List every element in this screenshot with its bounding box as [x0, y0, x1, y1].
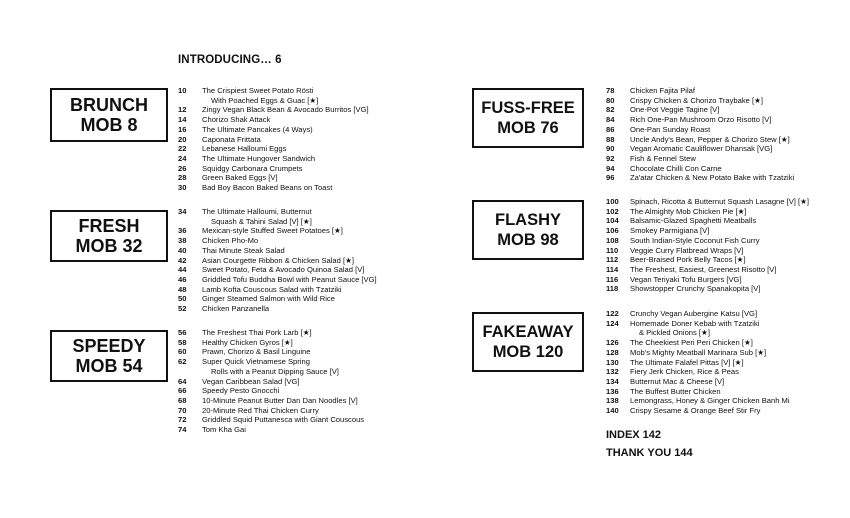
entry-page-number: 48: [178, 284, 187, 294]
entry-page-number: 140: [606, 406, 619, 416]
toc-entry: [178, 367, 364, 377]
section-list-speedy: [178, 328, 364, 435]
entry-title: The Almighty Mob Chicken Pie [★]: [630, 206, 747, 216]
entry-title: The Ultimate Falafel Pittas [V] [★]: [630, 357, 744, 367]
toc-entry: [178, 86, 369, 96]
toc-entry: [606, 358, 790, 368]
toc-entry: [178, 275, 377, 285]
entry-page-number: 46: [178, 274, 187, 284]
entry-page-number: 20: [178, 134, 187, 144]
entry-page-number: 114: [606, 264, 619, 274]
entry-page-number: 36: [178, 226, 187, 236]
intro-heading: INTRODUCING… 6: [178, 54, 282, 66]
entry-page-number: 130: [606, 357, 619, 367]
entry-title: Uncle Andy's Bean, Pepper & Chorizo Stew [★]: [630, 134, 790, 144]
entry-title: Healthy Chicken Gyros [★]: [202, 337, 293, 347]
entry-page-number: 44: [178, 265, 187, 275]
toc-entry: [606, 348, 790, 358]
entry-page-number: 122: [606, 309, 619, 318]
entry-page-number: 112: [606, 255, 619, 265]
entry-page-number: 102: [606, 206, 619, 216]
entry-page-number: 24: [178, 153, 187, 163]
entry-title: One-Pan Sunday Roast: [630, 124, 711, 134]
toc-entry: [178, 173, 369, 183]
toc-entry: [606, 309, 790, 319]
section-title: SPEEDY: [72, 336, 146, 356]
entry-title: The Ultimate Hungover Sandwich: [202, 153, 316, 163]
section-list-fresh: [178, 207, 377, 314]
toc-entry: [606, 135, 794, 145]
toc-entry: [178, 96, 369, 106]
toc-entry: [606, 216, 809, 226]
entry-page-number: 66: [178, 386, 187, 396]
toc-entry: [178, 115, 369, 125]
section-page: MOB 32: [75, 236, 143, 256]
entry-title: The Cheekiest Peri Peri Chicken [★]: [630, 338, 753, 348]
toc-entry: [178, 125, 369, 135]
entry-page-number: 72: [178, 415, 187, 425]
entry-page-number: 138: [606, 396, 619, 406]
entry-title: Lebanese Halloumi Eggs: [202, 144, 287, 154]
entry-title: Mexican-style Stuffed Sweet Potatoes [★]: [202, 226, 343, 236]
toc-entry: [606, 246, 809, 256]
toc-entry: [178, 415, 364, 425]
toc-entry: [178, 246, 377, 256]
toc-entry: [606, 86, 794, 96]
entry-page-number: 78: [606, 86, 615, 95]
section-list-flashy: [606, 197, 809, 294]
entry-page-number: 50: [178, 294, 187, 304]
entry-title: Bad Boy Bacon Baked Beans on Toast: [202, 183, 333, 193]
entry-page-number: 38: [178, 236, 187, 246]
entry-title: Lemongrass, Honey & Ginger Chicken Banh Mi: [630, 396, 790, 406]
toc-entry: [178, 377, 364, 387]
toc-entry: [178, 154, 369, 164]
toc-entry: [606, 144, 794, 154]
entry-page-number: 58: [178, 337, 187, 347]
entry-page-number: 62: [178, 357, 187, 367]
section-page: MOB 98: [497, 231, 559, 249]
toc-entry: [178, 328, 364, 338]
entry-page-number: 104: [606, 216, 619, 226]
section-page: MOB 120: [492, 343, 564, 361]
entry-title: Fish & Fennel Stew: [630, 153, 696, 163]
entry-page-number: 28: [178, 173, 187, 183]
section-list-fussfree: [606, 86, 794, 183]
entry-page-number: 30: [178, 183, 187, 193]
toc-entry: [606, 154, 794, 164]
toc-entry: [606, 96, 794, 106]
entry-title: Griddled Tofu Buddha Bowl with Peanut Sauce [VG]: [202, 274, 377, 284]
entry-title: Asian Courgette Ribbon & Chicken Salad [★]: [202, 255, 355, 265]
entry-title: Smokey Parmigiana [V]: [630, 226, 710, 236]
section-box-fussfree: [472, 88, 584, 148]
entry-page-number: 132: [606, 367, 619, 377]
toc-entry: [606, 236, 809, 246]
entry-title: Crispy Chicken & Chorizo Traybake [★]: [630, 95, 763, 105]
toc-entry: [178, 236, 377, 246]
toc-entry: [178, 207, 377, 217]
toc-entry: [606, 207, 809, 217]
index-link: INDEX 142: [606, 429, 662, 441]
section-box-flashy: [472, 200, 584, 260]
entry-page-number: 40: [178, 245, 187, 255]
entry-page-number: 10: [178, 86, 187, 95]
entry-title: Chocolate Chilli Con Carne: [630, 163, 722, 173]
entry-page-number: 74: [178, 425, 187, 435]
toc-entry: [178, 347, 364, 357]
entry-title: Squash & Tahini Salad [V] [★]: [211, 216, 312, 226]
toc-entry: [178, 164, 369, 174]
entry-title: Lamb Kofta Couscous Salad with Tzatziki: [202, 284, 342, 294]
toc-entry: [178, 265, 377, 275]
entry-title: Squidgy Carbonara Crumpets: [202, 163, 303, 173]
entry-title: With Poached Eggs & Guac [★]: [211, 95, 319, 105]
entry-page-number: 16: [178, 124, 187, 134]
entry-title: Speedy Pesto Gnocchi: [202, 386, 280, 396]
entry-title: Fiery Jerk Chicken, Rice & Peas: [630, 367, 739, 377]
entry-title: Sweet Potato, Feta & Avocado Quinoa Salad [V]: [202, 265, 365, 275]
entry-title: One-Pot Veggie Tagine [V]: [630, 105, 720, 115]
entry-page-number: 42: [178, 255, 187, 265]
entry-title: Rolls with a Peanut Dipping Sauce [V]: [211, 366, 339, 376]
entry-page-number: 64: [178, 376, 187, 386]
entry-page-number: 94: [606, 163, 615, 173]
entry-page-number: 60: [178, 347, 187, 357]
entry-page-number: 126: [606, 338, 619, 348]
entry-title: Veggie Curry Flatbread Wraps [V]: [630, 245, 744, 255]
entry-title: Vegan Aromatic Cauliflower Dhansak [VG]: [630, 144, 773, 154]
entry-title: Crispy Sesame & Orange Beef Stir Fry: [630, 406, 761, 416]
toc-entry: [606, 173, 794, 183]
entry-title: Thai Minute Steak Salad: [202, 245, 285, 255]
toc-entry: [606, 284, 809, 294]
entry-title: The Freshest, Easiest, Greenest Risotto [V]: [630, 264, 777, 274]
toc-entry: [178, 396, 364, 406]
toc-entry: [178, 135, 369, 145]
entry-title: Beer-Braised Pork Belly Tacos [★]: [630, 255, 746, 265]
entry-title: Showstopper Crunchy Spanakopita [V]: [630, 284, 761, 294]
entry-title: Zingy Vegan Black Bean & Avocado Burritos [VG]: [202, 105, 369, 115]
entry-title: The Ultimate Pancakes (4 Ways): [202, 124, 313, 134]
entry-page-number: 82: [606, 105, 615, 115]
entry-page-number: 128: [606, 347, 619, 357]
entry-title: The Ultimate Halloumi, Butternut: [202, 207, 312, 216]
entry-page-number: 80: [606, 95, 615, 105]
entry-page-number: 136: [606, 386, 619, 396]
entry-title: South Indian-Style Coconut Fish Curry: [630, 235, 760, 245]
entry-page-number: 68: [178, 395, 187, 405]
toc-entry: [178, 294, 377, 304]
toc-entry: [606, 105, 794, 115]
section-box-brunch: [50, 88, 168, 142]
toc-entry: [606, 367, 790, 377]
entry-page-number: 124: [606, 318, 619, 328]
toc-entry: [606, 226, 809, 236]
entry-page-number: 110: [606, 245, 619, 255]
toc-entry: [606, 396, 790, 406]
entry-title: Chicken Pho-Mo: [202, 236, 259, 246]
toc-entry: [178, 425, 364, 435]
toc-entry: [606, 125, 794, 135]
section-box-speedy: [50, 330, 168, 382]
section-box-fresh: [50, 210, 168, 262]
toc-entry: [178, 406, 364, 416]
section-title: FUSS-FREE: [481, 99, 575, 117]
entry-page-number: 96: [606, 173, 615, 183]
section-title: FAKEAWAY: [482, 323, 574, 341]
entry-title: Chicken Panzanella: [202, 304, 270, 314]
entry-page-number: 100: [606, 197, 619, 206]
entry-title: Green Baked Eggs [V]: [202, 173, 278, 183]
entry-page-number: 118: [606, 284, 619, 294]
toc-entry: [606, 197, 809, 207]
toc-entry: [606, 406, 790, 416]
toc-entry: [606, 319, 790, 329]
toc-entry: [606, 387, 790, 397]
entry-page-number: 86: [606, 124, 615, 134]
toc-entry: [178, 285, 377, 295]
toc-entry: [606, 164, 794, 174]
entry-title: Super Quick Vietnamese Spring: [202, 357, 310, 367]
entry-page-number: 56: [178, 328, 187, 337]
toc-entry: [606, 115, 794, 125]
entry-title: Za'atar Chicken & New Potato Bake with Tzatziki: [630, 173, 795, 183]
entry-title: Caponata Frittata: [202, 134, 261, 144]
entry-page-number: 14: [178, 115, 187, 125]
entry-page-number: 70: [178, 405, 187, 415]
section-title: BRUNCH: [70, 95, 148, 115]
section-page: MOB 54: [75, 356, 143, 376]
toc-entry: [178, 386, 364, 396]
entry-page-number: 22: [178, 144, 187, 154]
section-list-fakeaway: [606, 309, 790, 416]
entry-page-number: 108: [606, 235, 619, 245]
entry-title: Prawn, Chorizo & Basil Linguine: [202, 347, 311, 357]
entry-title: Crunchy Vegan Aubergine Katsu [VG]: [630, 309, 758, 318]
toc-entry: [606, 338, 790, 348]
thank-you-link: THANK YOU 144: [606, 447, 693, 459]
toc-entry: [606, 328, 790, 338]
toc-entry: [178, 338, 364, 348]
entry-page-number: 116: [606, 274, 619, 284]
entry-title: Griddled Squid Puttanesca with Giant Couscous: [202, 415, 365, 425]
entry-page-number: 12: [178, 105, 187, 115]
entry-page-number: 52: [178, 304, 187, 314]
section-page: MOB 8: [80, 115, 138, 135]
entry-title: Butternut Mac & Cheese [V]: [630, 376, 725, 386]
toc-entry: [606, 265, 809, 275]
entry-page-number: 26: [178, 163, 187, 173]
toc-entry: [178, 357, 364, 367]
entry-page-number: 106: [606, 226, 619, 236]
entry-title: Vegan Teriyaki Tofu Burgers [VG]: [630, 274, 742, 284]
toc-entry: [606, 255, 809, 265]
toc-entry: [178, 105, 369, 115]
section-list-brunch: [178, 86, 369, 193]
entry-title: & Pickled Onions [★]: [639, 328, 710, 338]
entry-title: The Buffest Butter Chicken: [630, 386, 721, 396]
entry-title: Mob's Mighty Meatball Marinara Sub [★]: [630, 347, 767, 357]
entry-title: 10-Minute Peanut Butter Dan Dan Noodles [V]: [202, 395, 358, 405]
entry-title: Vegan Caribbean Salad [VG]: [202, 376, 300, 386]
entry-page-number: 34: [178, 207, 187, 216]
entry-title: Rich One-Pan Mushroom Orzo Risotto [V]: [630, 115, 772, 125]
entry-title: The Freshest Thai Pork Larb [★]: [202, 328, 312, 337]
toc-entry: [606, 377, 790, 387]
section-title: FLASHY: [495, 211, 561, 229]
entry-title: Tom Kha Gai: [202, 425, 246, 435]
section-title: FRESH: [78, 216, 140, 236]
toc-entry: [178, 226, 377, 236]
entry-page-number: 92: [606, 153, 615, 163]
entry-title: 20-Minute Red Thai Chicken Curry: [202, 405, 319, 415]
toc-entry: [178, 144, 369, 154]
entry-title: Homemade Doner Kebab with Tzatziki: [630, 318, 760, 328]
section-page: MOB 76: [497, 119, 559, 137]
entry-page-number: 88: [606, 134, 615, 144]
entry-title: Balsamic-Glazed Spaghetti Meatballs: [630, 216, 757, 226]
toc-entry: [178, 183, 369, 193]
entry-title: Ginger Steamed Salmon with Wild Rice: [202, 294, 335, 304]
toc-entry: [178, 217, 377, 227]
entry-title: Chorizo Shak Attack: [202, 115, 271, 125]
section-box-fakeaway: [472, 312, 584, 372]
entry-title: Spinach, Ricotta & Butternut Squash Lasagne [V] [★]: [630, 197, 810, 206]
entry-title: Chicken Fajita Pilaf: [630, 86, 695, 95]
toc-entry: [178, 256, 377, 266]
entry-page-number: 90: [606, 144, 615, 154]
entry-page-number: 84: [606, 115, 615, 125]
toc-entry: [606, 275, 809, 285]
toc-entry: [178, 304, 377, 314]
entry-title: The Crispiest Sweet Potato Rösti: [202, 86, 314, 95]
entry-page-number: 134: [606, 376, 619, 386]
